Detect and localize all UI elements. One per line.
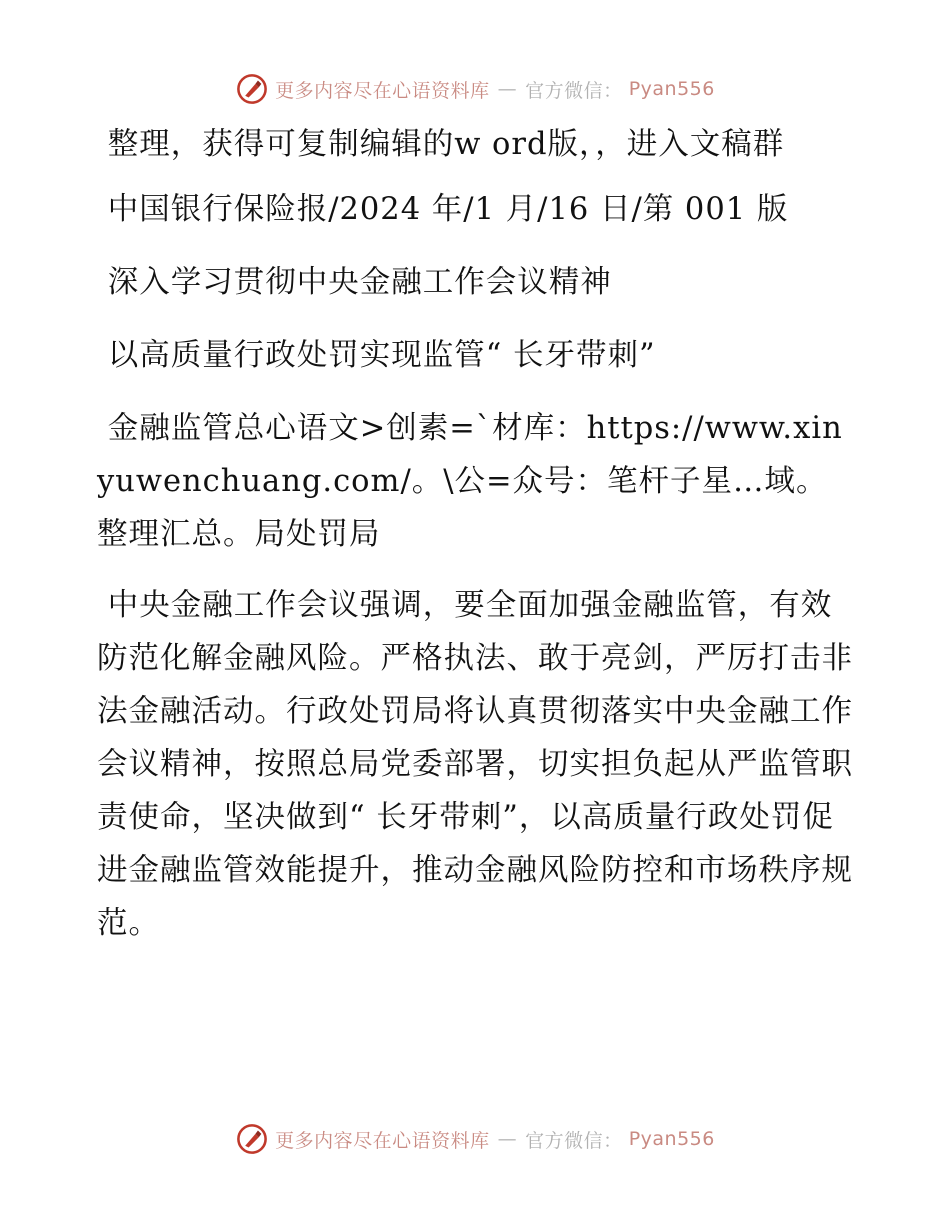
- watermark-wechat-id: Pyan556: [628, 78, 715, 100]
- paragraph-subheadline: 以高质量行政处罚实现监管“ 长牙带刺”: [97, 338, 656, 373]
- paragraph-body: 中央金融工作会议强调，要全面加强金融监管，有效防范化解金融风险。严格执法、敢于亮剑，严厉打击非法金融活动。行政处罚局将认真贯彻落实中央金融工作会议精神，按照总局党委部署，切实担负起从严监管职责使命，坚决做到“ 长牙带刺”，以高质量行政处罚促进金融监管效能提升，推动金融风险防控和市场秩序规范。: [97, 588, 853, 941]
- pen-nib-circle-icon: [235, 72, 269, 106]
- watermark-wechat-label: 官方微信：: [525, 1129, 623, 1152]
- watermark-wechat-id: Pyan556: [628, 1128, 715, 1150]
- watermark-separator: —: [497, 78, 518, 100]
- watermark-separator: —: [497, 1128, 518, 1150]
- watermark-wechat-label: 官方微信：: [525, 79, 623, 102]
- watermark-brand-text: 更多内容尽在心语资料库: [275, 79, 490, 102]
- paragraph-intro: 整理，获得可复制编辑的w ord版，，进入文稿群: [97, 127, 785, 162]
- watermark-brand-text: 更多内容尽在心语资料库: [275, 1129, 490, 1152]
- paragraph-headline: 深入学习贯彻中央金融工作会议精神: [97, 265, 612, 300]
- paragraph-author: 金融监管总心语文>创素=`材库：https://www.xinyuwenchuang.com/。\公=众号：笔杆子星…域。整理汇总。局处罚局: [97, 411, 843, 552]
- watermark-header: [0, 69, 950, 109]
- pen-nib-circle-icon: [235, 1122, 269, 1156]
- document-body: [97, 118, 857, 950]
- paragraph-source: 中国银行保险报/2024 年/1 月/16 日/第 001 版: [97, 192, 789, 227]
- watermark-footer: [0, 1119, 950, 1159]
